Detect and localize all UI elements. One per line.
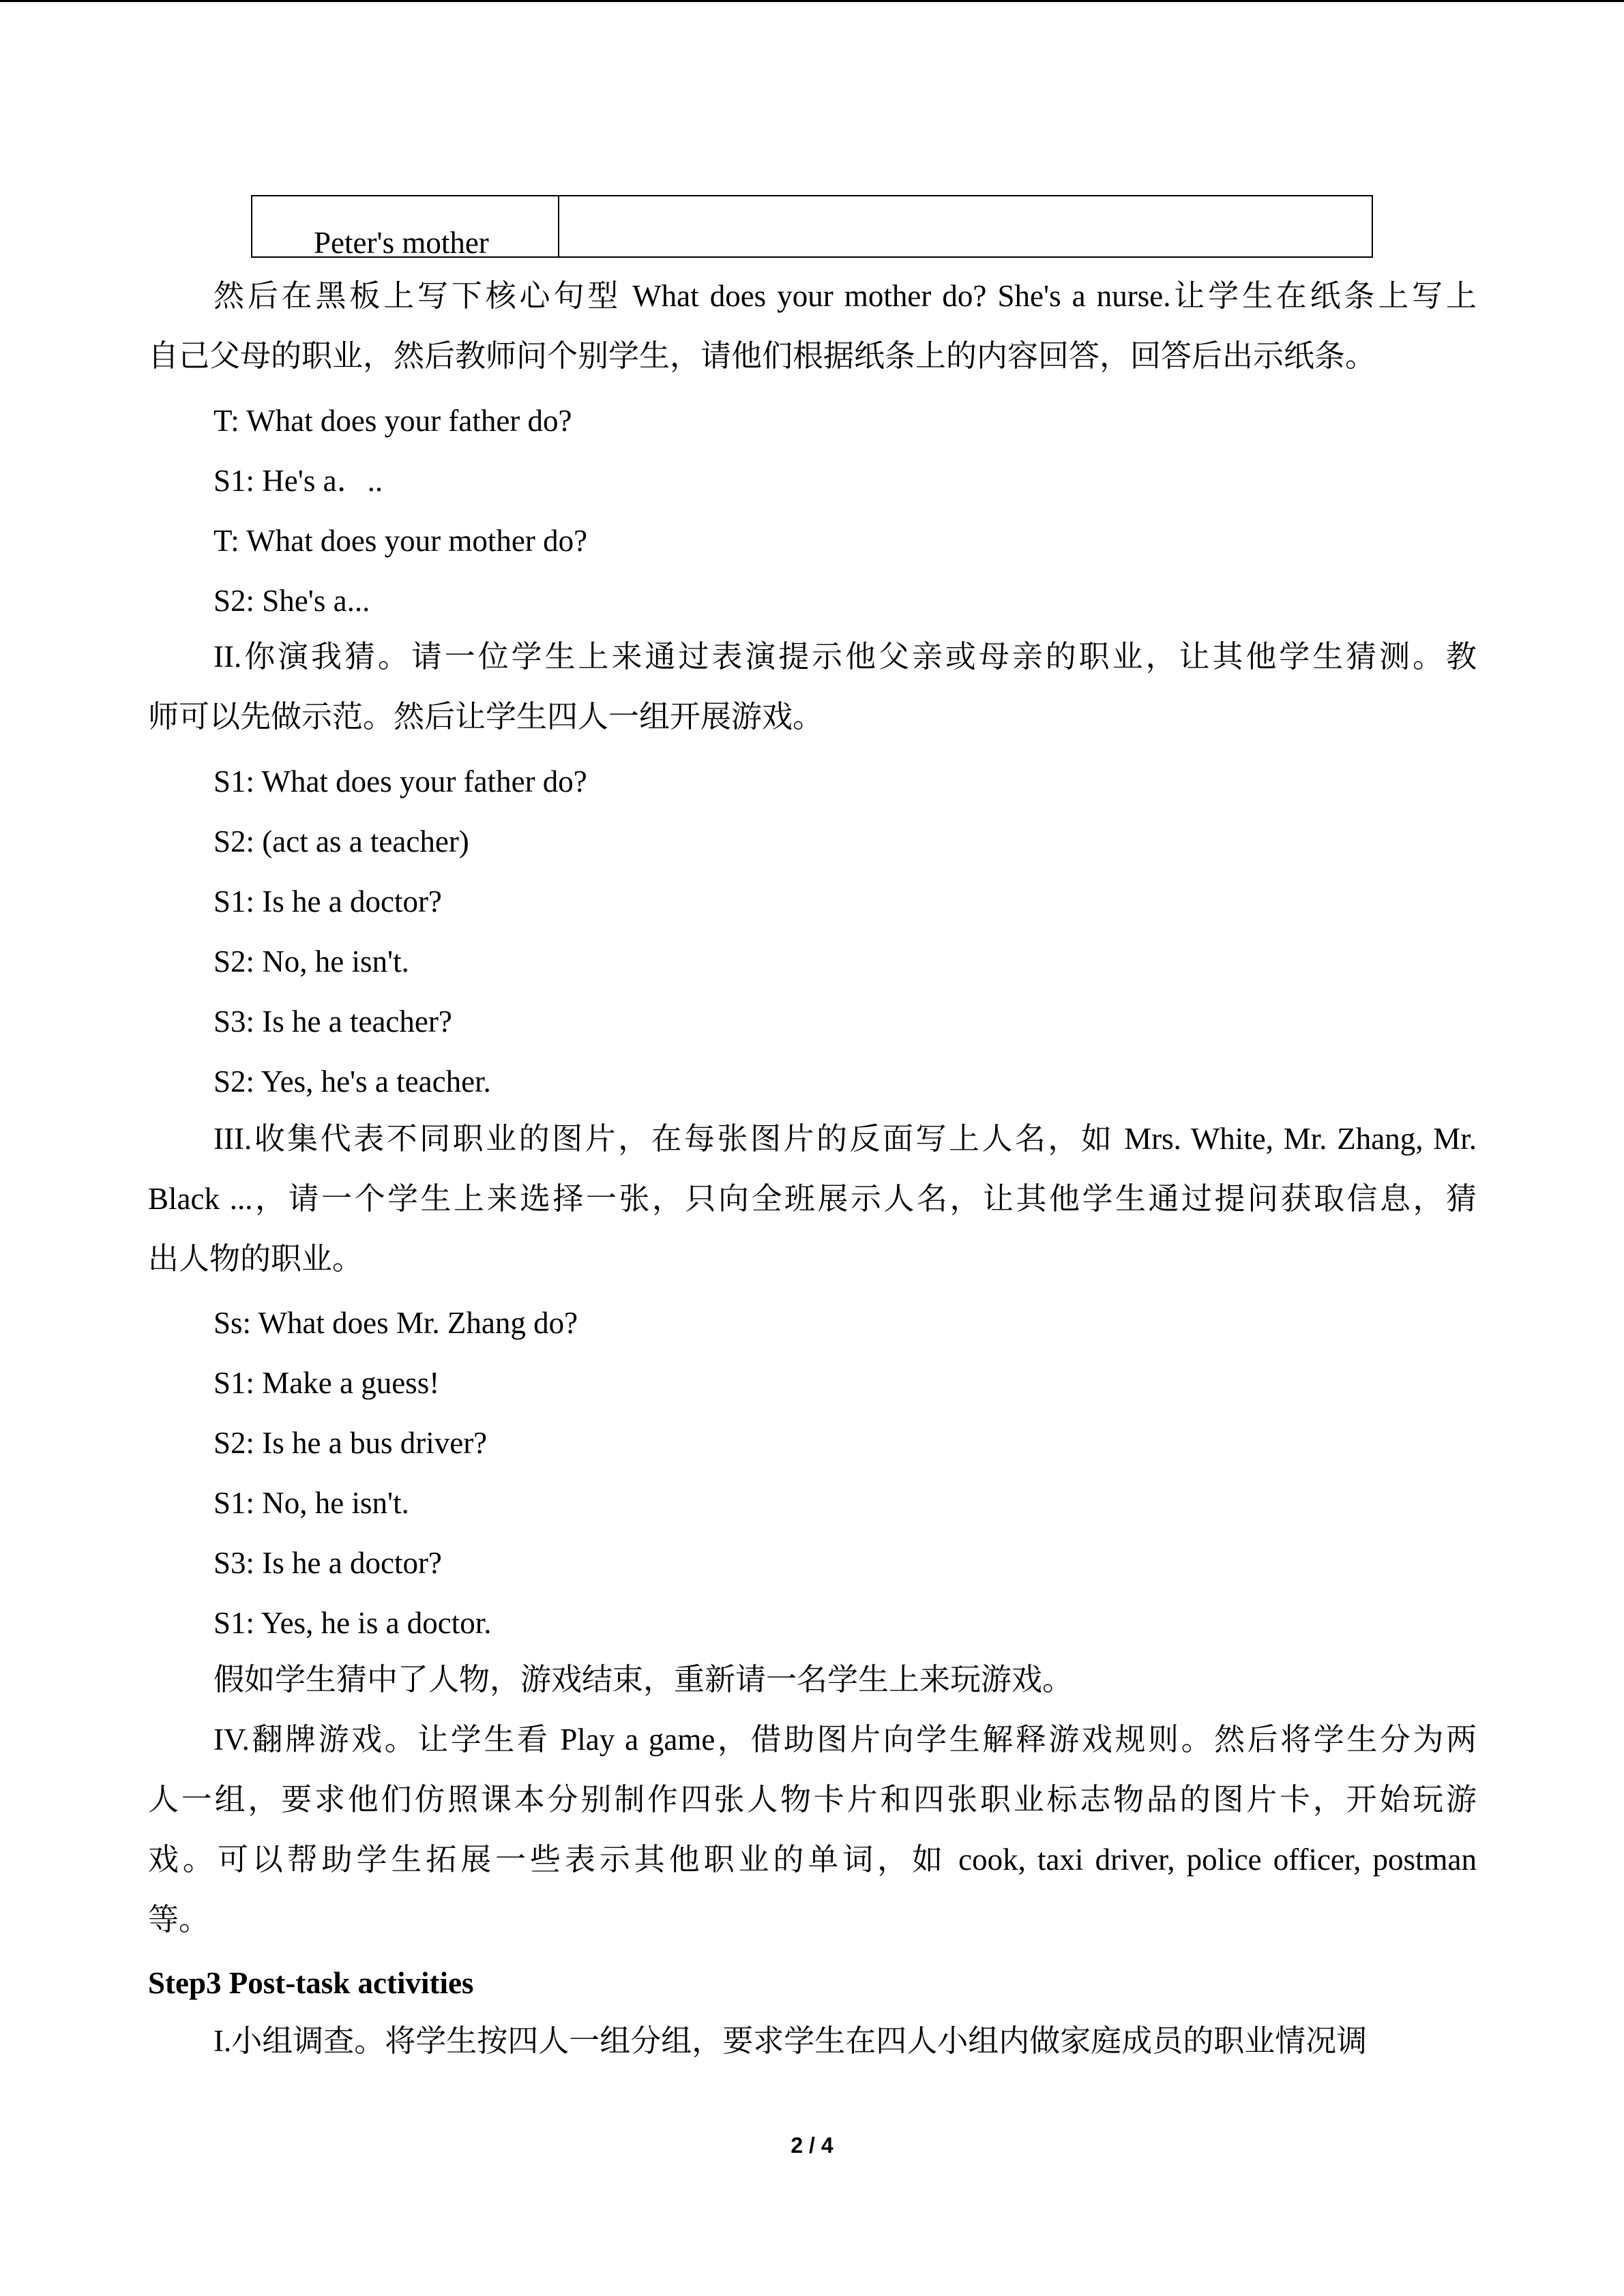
table-cell-value (559, 196, 1372, 256)
dialogue-line: S2: No, he isn't. (213, 944, 409, 979)
paragraph-line: IV.翻牌游戏。让学生看 Play a game，借助图片向学生解释游戏规则。然后将学生分为两 (213, 1723, 1477, 1757)
paragraph-line: 等。 (148, 1903, 210, 1937)
paragraph-line: 戏。可以帮助学生拓展一些表示其他职业的单词，如 cook, taxi driver, police officer, postman (148, 1843, 1477, 1877)
paragraph-line: Black ...，请一个学生上来选择一张，只向全班展示人名，让其他学生通过提问获取信息，猜 (148, 1182, 1477, 1216)
dialogue-line: S1: Make a guess! (213, 1366, 440, 1400)
section-heading: Step3 Post-task activities (148, 1966, 474, 2000)
paragraph-line: 自己父母的职业，然后教师问个别学生，请他们根据纸条上的内容回答，回答后出示纸条。 (148, 339, 1376, 373)
paragraph-line: I.小组调查。将学生按四人一组分组，要求学生在四人小组内做家庭成员的职业情况调 (213, 2024, 1368, 2058)
dialogue-line: S2: Is he a bus driver? (213, 1426, 488, 1460)
dialogue-line: S2: (act as a teacher) (213, 824, 469, 859)
dialogue-line: S3: Is he a teacher? (213, 1004, 452, 1039)
dialogue-line: S2: Yes, he's a teacher. (213, 1064, 491, 1099)
paragraph-line: 然后在黑板上写下核心句型 What does your mother do? She's a nurse.让学生在纸条上写上 (213, 279, 1477, 313)
table-cell-label-text: Peter's mother (314, 226, 489, 260)
table-cell-label (252, 196, 559, 260)
dialogue-line: S1: He's a．.. (213, 464, 383, 498)
dialogue-line: Ss: What does Mr. Zhang do? (213, 1306, 578, 1340)
page-number: 2 / 4 (791, 2133, 833, 2158)
dialogue-line: T: What does your father do? (213, 404, 572, 438)
dialogue-line: S3: Is he a doctor? (213, 1546, 442, 1580)
paragraph-line: II.你演我猜。请一位学生上来通过表演提示他父亲或母亲的职业，让其他学生猜测。教 (213, 640, 1477, 674)
dialogue-line: S2: She's a... (213, 584, 370, 618)
paragraph-line: 师可以先做示范。然后让学生四人一组开展游戏。 (148, 700, 824, 734)
dialogue-line: T: What does your mother do? (213, 524, 588, 558)
dialogue-line: S1: Is he a doctor? (213, 884, 442, 919)
paragraph-line: 人一组，要求他们仿照课本分别制作四张人物卡片和四张职业标志物品的图片卡，开始玩游 (148, 1783, 1477, 1817)
table-fragment (251, 195, 1373, 258)
dialogue-line: S1: What does your father do? (213, 764, 587, 799)
paragraph-line: 出人物的职业。 (148, 1242, 364, 1276)
paragraph-line: 假如学生猜中了人物，游戏结束，重新请一名学生上来玩游戏。 (213, 1663, 1074, 1697)
dialogue-line: S1: Yes, he is a doctor. (213, 1606, 492, 1640)
paragraph-line: III.收集代表不同职业的图片，在每张图片的反面写上人名，如 Mrs. White, Mr. Zhang, Mr. (213, 1122, 1477, 1156)
dialogue-line: S1: No, he isn't. (213, 1486, 409, 1520)
